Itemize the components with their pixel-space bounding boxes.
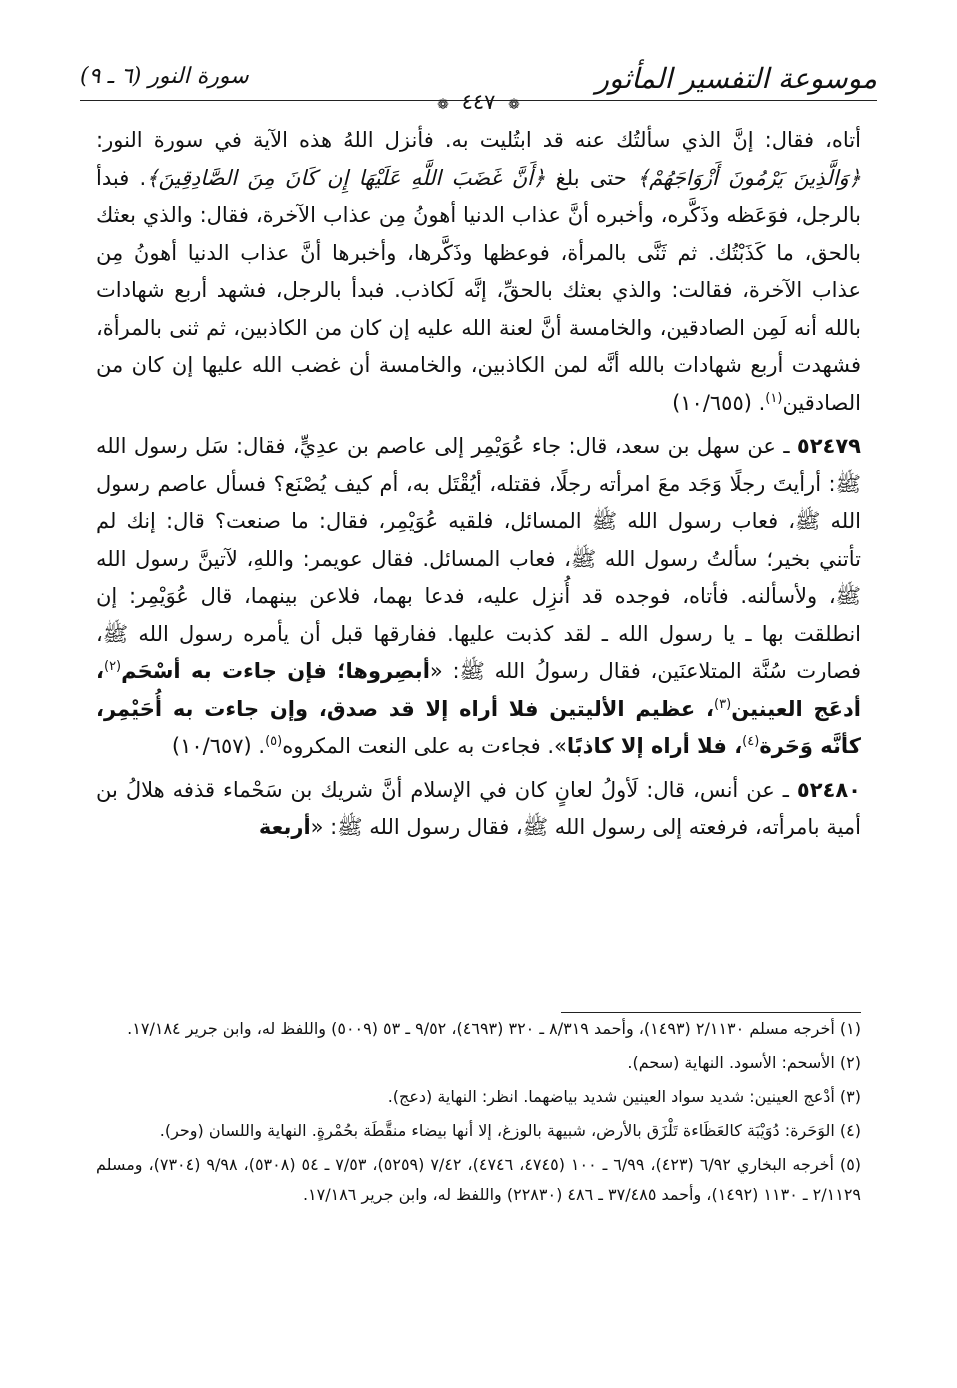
hadith-bold: ، فلا أراه إلا كاذبًا — [566, 734, 743, 758]
hadith-bold: ، عظيم الأليتين فلا أراه إلا قد صدق، وإن جاءت به أُحَيْمِر، كأنَّه وَحَرة — [96, 696, 861, 758]
paragraph-continuation — [96, 122, 861, 422]
ornament-left: ❁ — [437, 97, 449, 113]
entry-52480 — [96, 772, 861, 847]
surah-reference: سورة النور (٦ ـ ٩) — [80, 64, 249, 89]
footnote-rule — [561, 1012, 861, 1013]
text-run: ـ عن أنس، قال: لَأولُ لعانٍ كان في الإسلام أنَّ شريك بن سَحْماء قذفه هلالُ بن أمية بامرأته، فرفعته إلى رسول الله ﷺ، فقال رسول الله ﷺ: « — [96, 777, 861, 839]
footnote-5: (٥) أخرجه البخاري ٦/٩٢ (٤٢٣)، ٦/٩٩ ـ ١٠٠ (٤٧٤٥، ٤٧٤٦)، ٧/٤٢ (٥٢٥٩)، ٧/٥٣ ـ ٥٤ (٥٣٠٨)، ٩/٩٨ (٧٣٠٤)، ومسلم ٢/١١٢٩ ـ ١١٣٠ (١٤٩٢)، وأحمد ٣٧/٤٨٥ ـ ٤٨٦ (٢٢٨٣٠) واللفظ له، وابن جرير ١٧/١٨٦. — [96, 1155, 862, 1204]
hadith-bold: أبصِروها؛ فإن جاءت به أسْحَم — [121, 659, 430, 683]
text-run: . فبدأ بالرجل، فوَعَظه وذَكَّره، وأخبره أنَّ عذاب الدنيا أهونُ مِن عذاب الآخرة، فقال: والذي بعثك بالحق، ما كَذَبْتُك. ثم ثَنَّى بالمرأة، فوعظها وذَكَّرها، وأخبرها أنَّ عذاب الدنيا أهونُ مِن عذاب الآخرة، فقالت: والذي بعثك بالحقِّ، إنَّه لَكاذب. فبدأ بالرجل، فشهد أربع شهادات بالله أنه لَمِن الصادقين، والخامسة أنَّ لعنة الله عليه إن كان من الكاذبين، ثم ثنى بالمرأة، فشهدت أربع شهادات بالله أنَّه لمن الكاذبين، والخامسة أن غضب الله عليها إن كان من الصادقين — [96, 165, 861, 415]
footnote-1: (١) أخرجه مسلم ٢/١١٣٠ (١٤٩٣)، وأحمد ٨/٣١٩ ـ ٣٢٠ (٤٦٩٣)، ٩/٥٢ ـ ٥٣ (٥٠٠٩) واللفظ له، وابن جرير ١٧/١٨٤. — [127, 1019, 861, 1038]
footnote-3: (٣) أدْعج العينين: شديد سواد العينين شديد بياضهما. انظر: النهاية (دعج). — [387, 1087, 861, 1106]
footnote-4: (٤) الوَحَرة: دُوَيْبَة كالعَظَاءة تَلْزَق بالأرض، شبيهة بالوزغ، إلا أنها بيضاء منقَّطَة بحُمْرةٍ. النهاية واللسان (وحر). — [159, 1121, 861, 1140]
hadith-bold: ، أدعَج العينين — [96, 659, 861, 721]
entry-number: ٥٢٤٨٠ — [796, 777, 861, 802]
page-number: ٤٤٧ — [461, 90, 496, 114]
quran-verse: ﴿أَنَّ غَضَبَ اللَّهِ عَلَيْهَا إِن كَانَ مِنَ الصَّادِقِينَ﴾ — [146, 165, 546, 190]
footnotes — [96, 1014, 861, 1214]
entry-number: ٥٢٤٧٩ — [796, 434, 861, 458]
footnote-marker: (٤) — [742, 734, 760, 749]
page-header — [80, 58, 877, 114]
footnote-marker: (٣) — [714, 696, 732, 712]
page-number-block — [431, 90, 526, 114]
footnote-marker: (١) — [765, 390, 783, 406]
text-run: ». فجاءت به على النعت المكروه — [282, 734, 567, 758]
text-run: ـ عن سهل بن سعد، قال: جاء عُوَيْمِر إلى عاصم بن عدِيٍّ، فقال: سَل رسول الله ﷺ: أرأيتَ رجلًا وَجَد معَ امرأته رجلًا، فقتله، أيُقْتَل به، أم كيف يُصْنَع؟ فسأل عاصم رسول الله ﷺ، فعاب رسول الله ﷺ المسائل، فلقيه عُوَيْمِر، فقال: ما صنعت؟ قال: إنك لم تأتني بخير؛ سألتُ رسول الله ﷺ، فعاب المسائل. فقال عويمر: واللهِ، لآتينَّ رسول الله ﷺ، ولأسألنه. فأتاه، فوجده قد أُنزِل عليه، فدعا بهما، فلاعن بينهما، قال عُوَيْمِر: إن انطلقت بها ـ يا رسول الله ـ لقد كذبت عليها. ففارقها قبل أن يأمره رسول الله ﷺ، فصارت سُنَّة المتلاعنَين، فقال رسولُ الله ﷺ: « — [96, 434, 861, 683]
ornament-right: ❁ — [508, 97, 520, 113]
hadith-bold: أربعة — [258, 815, 311, 839]
quran-verse: ﴿وَالَّذِينَ يَرْمُونَ أَزْوَاجَهُمْ﴾ — [636, 165, 861, 190]
volume-reference: . (١٠/٦٥٥) — [672, 390, 766, 415]
book-title: موسوعة التفسير المأثور — [595, 62, 877, 95]
entry-52479 — [96, 428, 861, 766]
text-run: أتاه، فقال: إنَّ الذي سألتُك عنه قد ابتُليت به. فأنزل اللهُ هذه الآية في سورة النور: — [96, 128, 861, 152]
volume-reference: . (١٠/٦٥٧) — [171, 734, 266, 758]
footnote-2: (٢) الأسحم: الأسود. النهاية (سحم). — [627, 1053, 861, 1072]
text-run: حتى بلغ — [545, 165, 637, 190]
footnote-marker: (٢) — [103, 659, 122, 674]
main-text — [96, 122, 861, 847]
header-rule — [80, 100, 877, 101]
footnote-marker: (٥) — [265, 734, 283, 749]
